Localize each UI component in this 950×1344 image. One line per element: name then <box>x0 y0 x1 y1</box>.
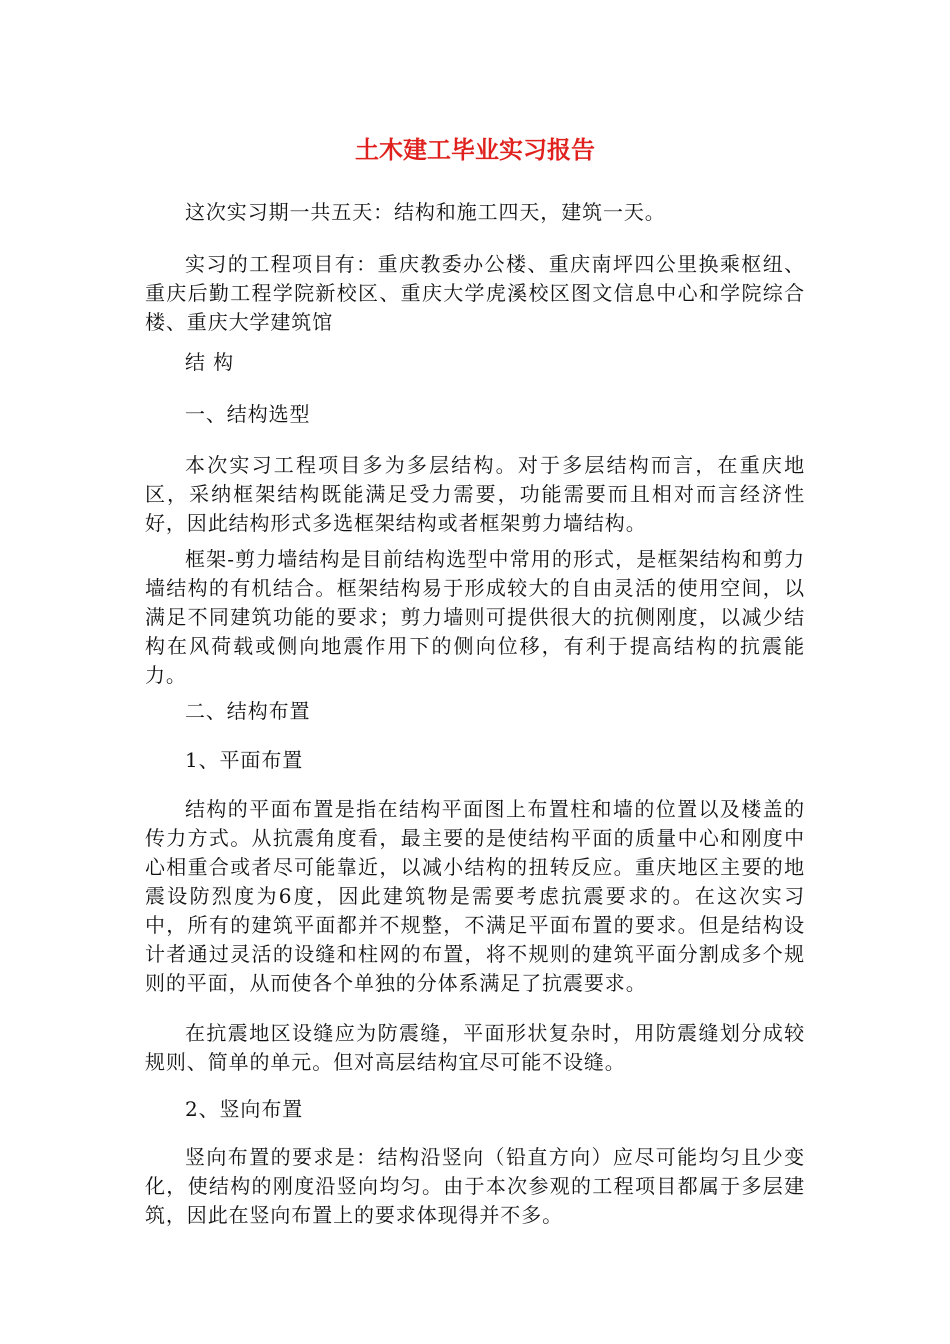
paragraph-project-list: 实习的工程项目有：重庆教委办公楼、重庆南坪四公里换乘枢纽、重庆后勤工程学院新校区、重庆大学虎溪校区图文信息中心和学院综合楼、重庆大学建筑馆 <box>145 252 805 334</box>
heading-vertical-layout: 2、竖向布置 <box>185 1097 304 1121</box>
paragraph-frame-shear-wall: 框架-剪力墙结构是目前结构选型中常用的形式，是框架结构和剪力墙结构的有机结合。框架结构易于形成较大的自由灵活的使用空间，以满足不同建筑功能的要求；剪力墙则可提供很大的抗侧刚度，以减少结构在风荷载或侧向地震作用下的侧向位移，有利于提高结构的抗震能力。 <box>145 547 805 687</box>
paragraph-seismic-joints: 在抗震地区设缝应为防震缝，平面形状复杂时，用防震缝划分成较规则、简单的单元。但对高层结构宜尽可能不设缝。 <box>145 1021 805 1074</box>
paragraph-internship-duration: 这次实习期一共五天：结构和施工四天，建筑一天。 <box>185 200 666 224</box>
document-title: 土木建工毕业实习报告 <box>355 136 595 164</box>
document-page <box>145 0 805 1344</box>
heading-structure-selection: 一、结构选型 <box>185 402 311 426</box>
heading-structure: 结 构 <box>185 350 235 374</box>
paragraph-plan-layout: 结构的平面布置是指在结构平面图上布置柱和墙的位置以及楼盖的传力方式。从抗震角度看，最主要的是使结构平面的质量中心和刚度中心相重合或者尽可能靠近，以减小结构的扭转反应。重庆地区主要的地震设防烈度为6度，因此建筑物是需要考虑抗震要求的。在这次实习中，所有的建筑平面都并不规整，不满足平面布置的要求。但是结构设计者通过灵活的设缝和柱网的布置，将不规则的建筑平面分割成多个规则的平面，从而使各个单独的分体系满足了抗震要求。 <box>145 797 805 995</box>
paragraph-multistory-structure: 本次实习工程项目多为多层结构。对于多层结构而言，在重庆地区，采纳框架结构既能满足受力需要，功能需要而且相对而言经济性好，因此结构形式多选框架结构或者框架剪力墙结构。 <box>145 453 805 535</box>
heading-plan-layout: 1、平面布置 <box>185 748 304 772</box>
heading-structure-layout: 二、结构布置 <box>185 699 311 723</box>
paragraph-vertical-layout: 竖向布置的要求是：结构沿竖向（铅直方向）应尽可能均匀且少变化，使结构的刚度沿竖向均匀。由于本次参观的工程项目都属于多层建筑，因此在竖向布置上的要求体现得并不多。 <box>145 1145 805 1227</box>
